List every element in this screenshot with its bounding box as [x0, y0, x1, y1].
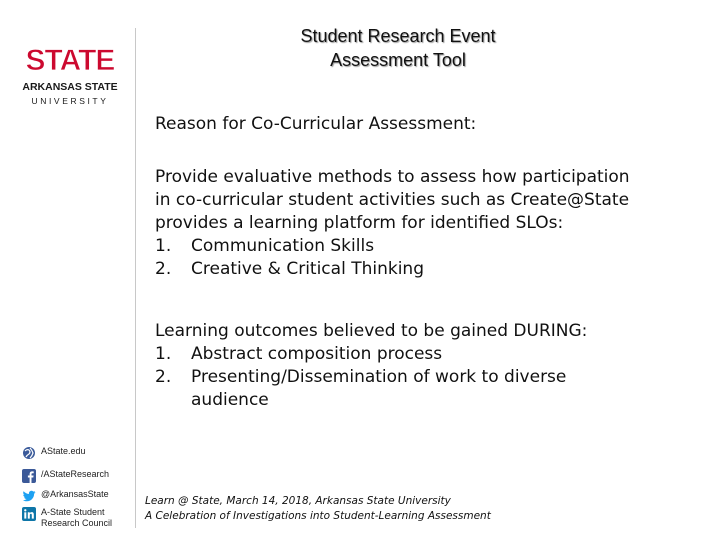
arkansas-state-logo [20, 28, 120, 108]
list-number: 2. [155, 367, 172, 387]
logo-wordmark: STATE [25, 44, 115, 77]
provide-line-3: provides a learning platform for identified SLOs: [155, 213, 564, 233]
globe-icon [22, 446, 36, 460]
linkedin-link[interactable] [22, 507, 112, 529]
list-item [155, 258, 705, 281]
list-text: Communication Skills [191, 236, 375, 256]
reason-section [155, 113, 705, 136]
logo-university: UNIVERSITY [31, 96, 109, 106]
page-title [200, 24, 596, 72]
twitter-link[interactable] [22, 489, 109, 503]
list-item [155, 235, 705, 258]
reason-heading: Reason for Co-Curricular Assessment: [155, 114, 477, 134]
footer-line-2: A Celebration of Investigations into Student-Learning Assessment [145, 510, 491, 522]
outcomes-section [155, 320, 705, 412]
list-number: 2. [155, 259, 172, 279]
facebook-icon [22, 469, 36, 483]
list-text: Presenting/Dissemination of work to diverse [191, 367, 567, 387]
list-continuation: audience [191, 390, 269, 410]
vertical-divider [135, 28, 136, 528]
list-item [155, 366, 705, 389]
list-item [155, 343, 705, 366]
linkedin-icon [22, 507, 36, 521]
website-link[interactable] [22, 446, 86, 460]
provide-line-2: in co-curricular student activities such as Create@State [155, 190, 630, 210]
provide-section [155, 166, 705, 281]
list-number: 1. [155, 344, 172, 364]
provide-line-1: Provide evaluative methods to assess how participation [155, 167, 630, 187]
facebook-link[interactable] [22, 469, 109, 483]
linkedin-text [41, 507, 112, 529]
logo-name: ARKANSAS STATE [22, 81, 118, 93]
outcomes-heading: Learning outcomes believed to be gained DURING: [155, 321, 588, 341]
linkedin-text-line-2: Research Council [41, 518, 113, 528]
list-text: Abstract composition process [191, 344, 443, 364]
list-text: Creative & Critical Thinking [191, 259, 424, 279]
website-text: AState.edu [41, 446, 86, 456]
title-line-1: Student Research Event [300, 26, 496, 46]
twitter-icon [22, 489, 36, 503]
footer [145, 494, 491, 524]
list-number: 1. [155, 236, 172, 256]
linkedin-text-line-1: A-State Student [41, 507, 105, 517]
footer-line-1: Learn @ State, March 14, 2018, Arkansas State University [145, 495, 451, 507]
facebook-text: /AStateResearch [41, 469, 110, 479]
title-line-2: Assessment Tool [330, 50, 466, 70]
twitter-text: @ArkansasState [41, 489, 109, 499]
